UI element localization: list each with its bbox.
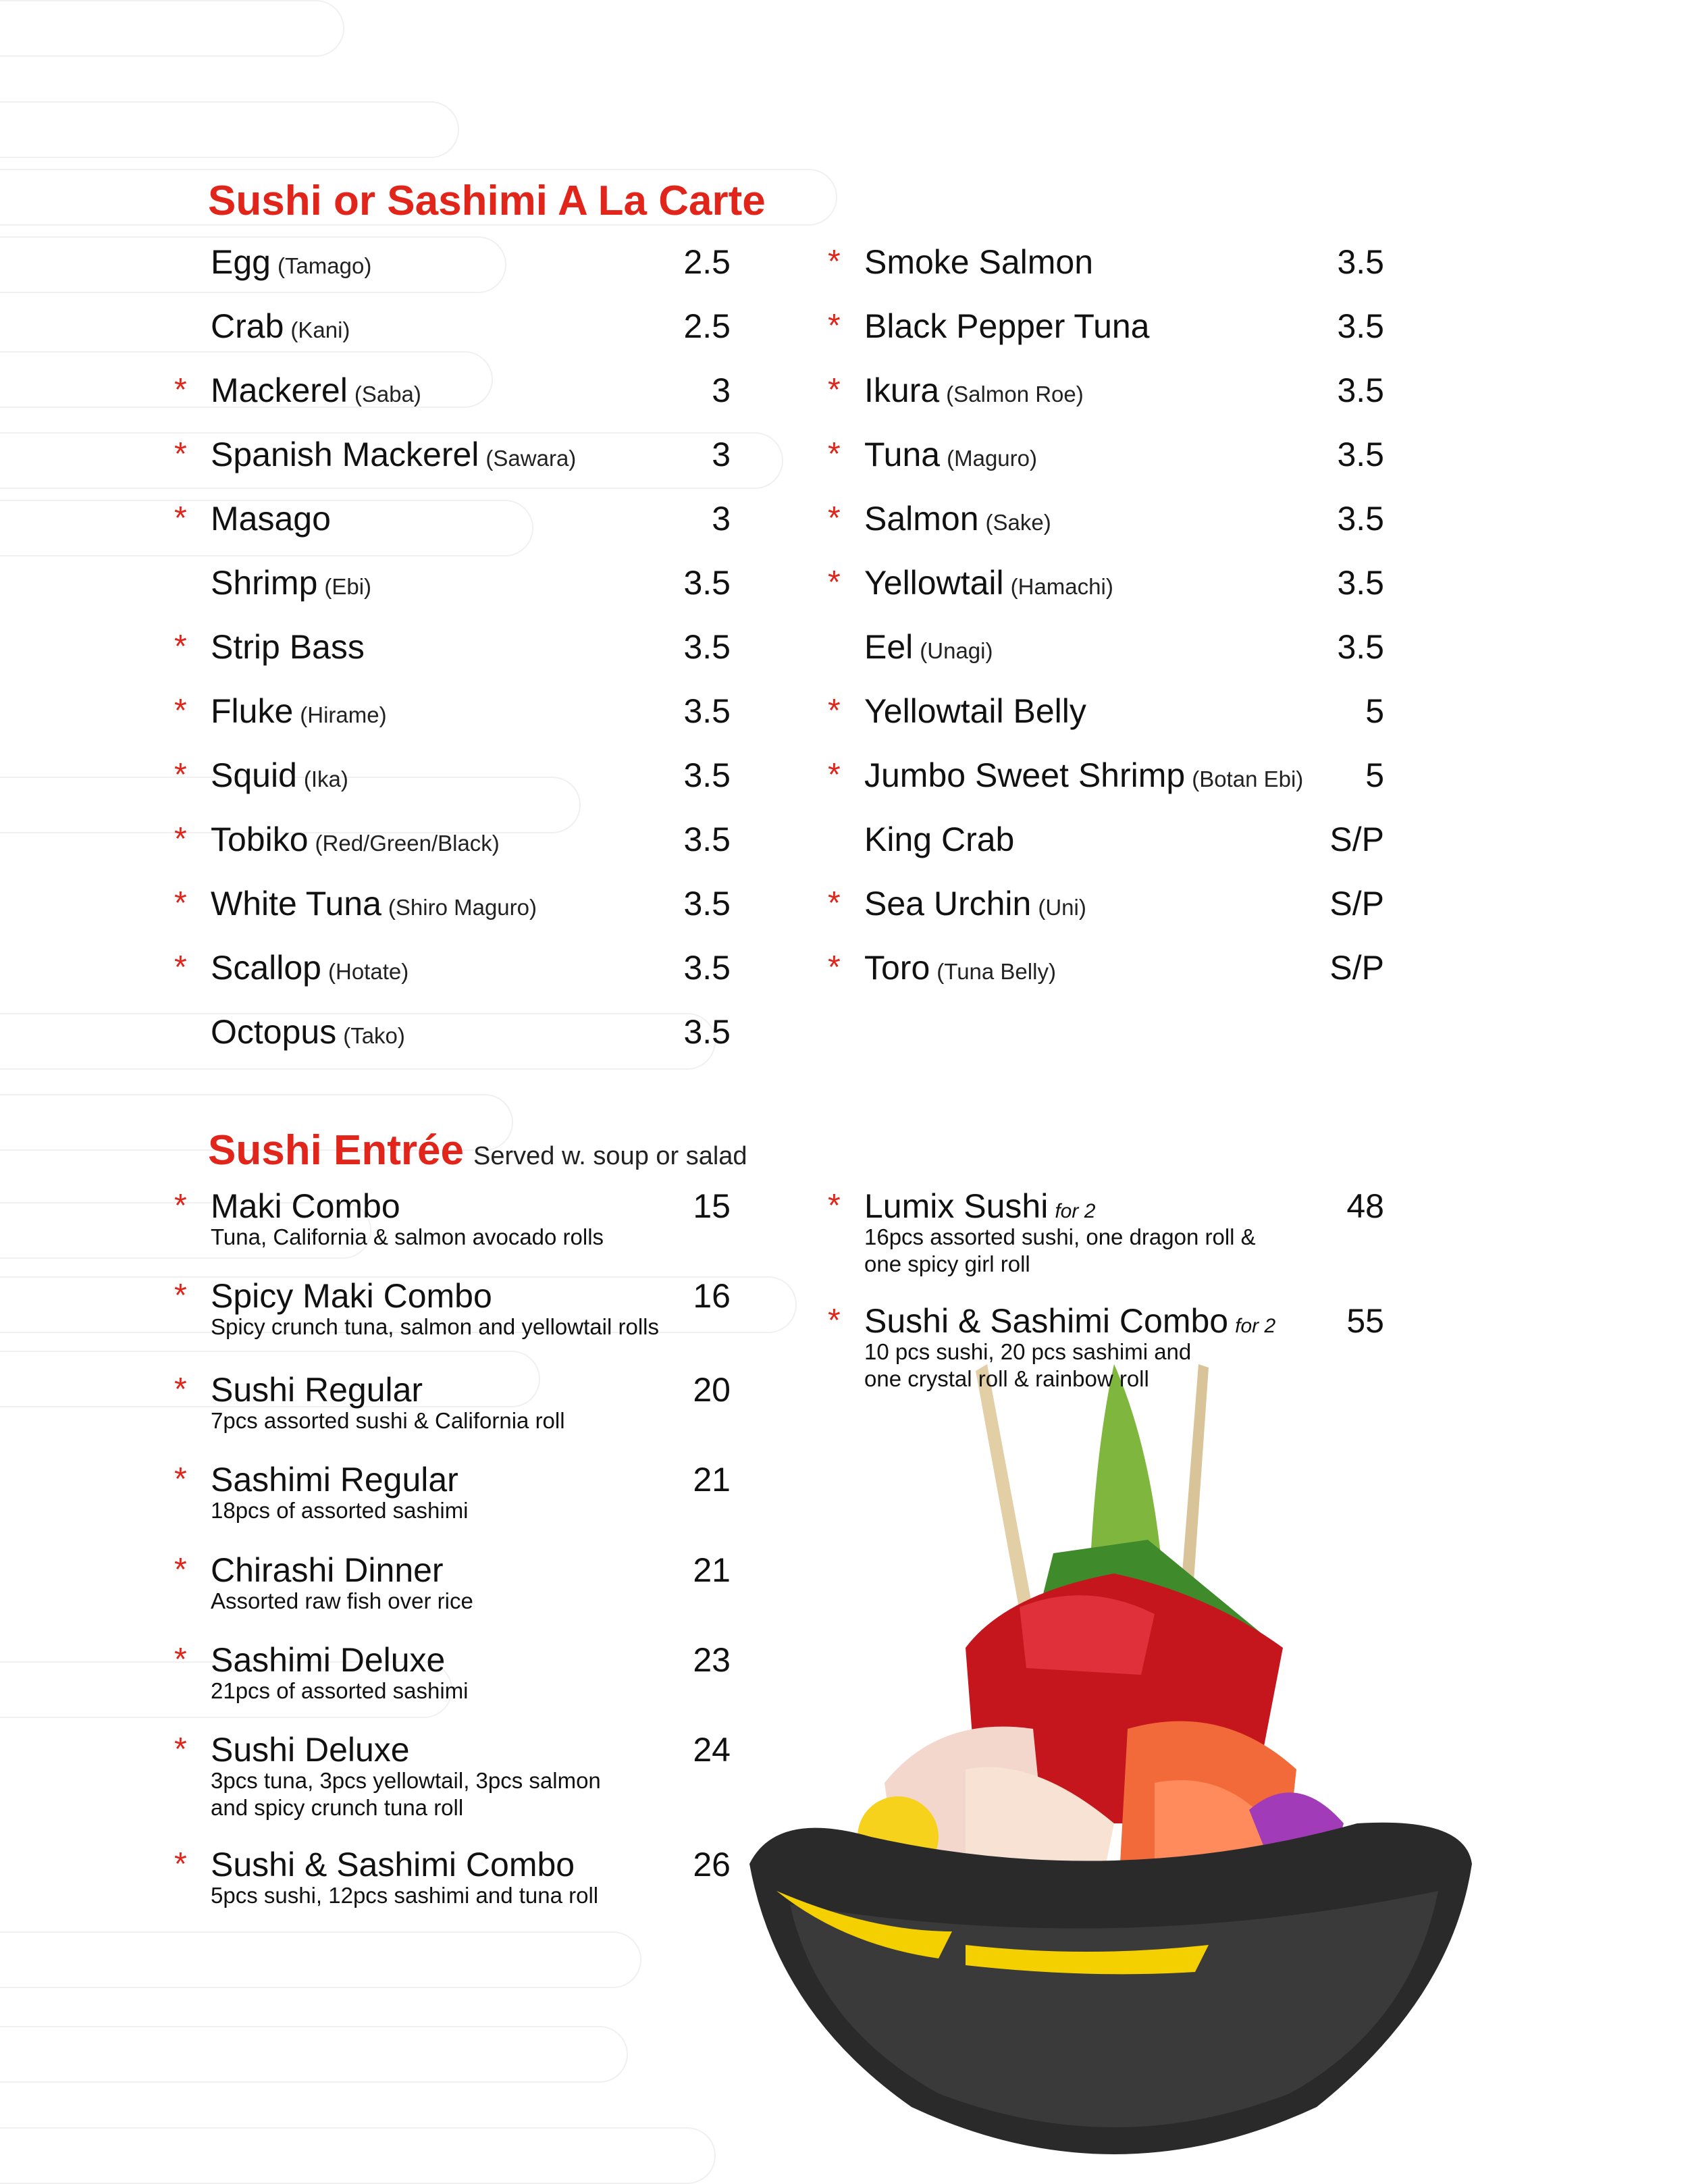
item-name-line	[864, 306, 1150, 346]
description-line: and spicy crunch tuna roll	[211, 1795, 464, 1820]
raw-marker-icon: *	[174, 693, 187, 729]
item-japanese-name: (Sawara)	[485, 446, 577, 471]
item-japanese-name: (Ika)	[303, 766, 348, 791]
item-name: Smoke Salmon	[864, 243, 1094, 281]
item-name-line	[211, 1550, 444, 1590]
raw-marker-icon: *	[828, 693, 841, 729]
item-price: 55	[1346, 1302, 1384, 1340]
menu-item	[174, 434, 731, 488]
raw-marker-icon: *	[828, 308, 841, 344]
raw-marker-icon: *	[174, 885, 187, 921]
menu-item	[828, 883, 1384, 937]
raw-marker-icon: *	[174, 950, 187, 985]
item-price: 3.5	[683, 821, 731, 858]
menu-item	[828, 755, 1384, 809]
raw-marker-icon: *	[174, 757, 187, 793]
item-price: 3.5	[1337, 371, 1384, 409]
item-name: Salmon	[864, 500, 979, 538]
item-name-line	[864, 819, 1014, 860]
item-japanese-name: (Uni)	[1038, 895, 1086, 920]
item-name: Crab	[211, 307, 284, 345]
item-japanese-name: (Kani)	[290, 317, 350, 342]
item-name: Sashimi Regular	[211, 1461, 458, 1499]
raw-marker-icon: *	[828, 1188, 841, 1224]
menu-item	[828, 627, 1384, 681]
menu-item	[174, 1640, 731, 1703]
item-name: Spicy Maki Combo	[211, 1277, 492, 1315]
item-name-line	[864, 947, 1056, 992]
item-name-line	[211, 1459, 458, 1500]
item-name-line	[211, 1276, 492, 1316]
raw-marker-icon: *	[174, 1642, 187, 1678]
raw-marker-icon: *	[174, 1732, 187, 1767]
raw-marker-icon: *	[828, 757, 841, 793]
raw-marker-icon: *	[174, 1372, 187, 1407]
item-name: Yellowtail	[864, 564, 1004, 602]
item-serving-note: for 2	[1235, 1315, 1276, 1337]
item-name-line	[864, 370, 1084, 415]
item-price: 3.5	[683, 692, 731, 730]
raw-marker-icon: *	[828, 885, 841, 921]
menu-item	[828, 306, 1384, 360]
item-name: Eel	[864, 628, 914, 666]
menu-item	[174, 947, 731, 1002]
item-japanese-name: (Tamago)	[277, 253, 372, 278]
menu-item	[828, 242, 1384, 296]
item-japanese-name: (Red/Green/Black)	[315, 831, 500, 856]
item-japanese-name: (Salmon Roe)	[946, 382, 1084, 407]
item-name: Tobiko	[211, 821, 309, 858]
item-name-line	[211, 691, 387, 735]
description-line: 5pcs sushi, 12pcs sashimi and tuna roll	[211, 1883, 599, 1908]
item-name-line	[211, 242, 371, 286]
item-name: Mackerel	[211, 371, 348, 409]
item-name-line	[211, 755, 348, 800]
item-price: 3.5	[683, 628, 731, 666]
item-price: S/P	[1329, 885, 1384, 922]
menu-item	[174, 1186, 731, 1249]
item-name-line	[864, 498, 1051, 543]
raw-marker-icon: *	[174, 821, 187, 857]
raw-marker-icon: *	[828, 500, 841, 536]
item-price: 3.5	[683, 756, 731, 794]
description-line: Spicy crunch tuna, salmon and yellowtail rolls	[211, 1314, 659, 1339]
item-price: 3.5	[683, 949, 731, 987]
menu-item	[828, 563, 1384, 617]
menu-item	[828, 691, 1384, 745]
raw-marker-icon: *	[828, 436, 841, 472]
item-price: 3.5	[1337, 307, 1384, 345]
item-name: Jumbo Sweet Shrimp	[864, 756, 1186, 794]
description-line: 10 pcs sushi, 20 pcs sashimi and	[864, 1339, 1192, 1364]
item-japanese-name: (Unagi)	[920, 638, 993, 663]
item-name-line	[211, 434, 576, 479]
item-name: Scallop	[211, 949, 321, 987]
item-name-line	[864, 691, 1086, 731]
menu-item	[174, 306, 731, 360]
item-price: 21	[693, 1461, 731, 1499]
item-name-line	[211, 1012, 405, 1056]
raw-marker-icon: *	[174, 1188, 187, 1224]
raw-marker-icon: *	[828, 950, 841, 985]
item-name: Chirashi Dinner	[211, 1551, 444, 1589]
item-name: Shrimp	[211, 564, 318, 602]
menu-item	[174, 498, 731, 552]
item-name: Toro	[864, 949, 930, 987]
item-name: Sea Urchin	[864, 885, 1032, 922]
raw-marker-icon: *	[828, 565, 841, 600]
item-japanese-name: (Botan Ebi)	[1192, 766, 1304, 791]
item-name-line	[211, 1370, 423, 1410]
item-japanese-name: (Hamachi)	[1010, 574, 1113, 599]
item-price: 3.5	[683, 564, 731, 602]
menu-item	[174, 242, 731, 296]
item-name: Ikura	[864, 371, 940, 409]
menu-item	[174, 819, 731, 873]
item-name: White Tuna	[211, 885, 381, 922]
menu-item	[828, 498, 1384, 552]
item-description	[864, 1224, 1256, 1278]
item-name-line	[211, 947, 408, 992]
item-name-line	[211, 498, 331, 539]
item-price: 3.5	[1337, 564, 1384, 602]
item-name: Sushi Deluxe	[211, 1731, 410, 1769]
item-name-line	[864, 755, 1303, 800]
item-price: 3	[712, 371, 731, 409]
raw-marker-icon: *	[174, 1846, 187, 1882]
item-name: Squid	[211, 756, 297, 794]
item-price: 5	[1365, 692, 1384, 730]
alacarte-title: Sushi or Sashimi A La Carte	[208, 178, 766, 224]
item-japanese-name: (Tuna Belly)	[937, 959, 1056, 984]
item-name-line	[211, 306, 350, 350]
item-name: Maki Combo	[211, 1187, 400, 1225]
raw-marker-icon: *	[174, 1278, 187, 1314]
item-price: 24	[693, 1731, 731, 1769]
item-description	[211, 1407, 565, 1434]
item-japanese-name: (Sake)	[985, 510, 1051, 535]
description-line: 21pcs of assorted sashimi	[211, 1678, 469, 1703]
description-line: one crystal roll & rainbow roll	[864, 1366, 1149, 1391]
menu-item	[174, 755, 731, 809]
menu-item	[828, 1301, 1384, 1391]
raw-marker-icon: *	[174, 500, 187, 536]
item-price: 3.5	[1337, 243, 1384, 281]
item-serving-note: for 2	[1055, 1200, 1096, 1222]
raw-marker-icon: *	[828, 372, 841, 408]
item-name: Octopus	[211, 1013, 337, 1051]
raw-marker-icon: *	[828, 1303, 841, 1338]
description-line: 18pcs of assorted sashimi	[211, 1498, 469, 1523]
item-japanese-name: (Maguro)	[947, 446, 1037, 471]
item-description	[211, 1588, 473, 1615]
entree-title: Sushi Entrée	[208, 1127, 464, 1174]
menu-item	[828, 819, 1384, 873]
item-price: 21	[693, 1551, 731, 1589]
menu-item	[828, 1186, 1384, 1276]
item-name-line	[864, 563, 1113, 607]
item-name-line	[211, 1640, 445, 1680]
item-japanese-name: (Hotate)	[328, 959, 409, 984]
item-name: Tuna	[864, 436, 941, 473]
item-name: Sushi & Sashimi Combo	[864, 1302, 1229, 1340]
item-price: 3.5	[683, 1013, 731, 1051]
item-price: 3.5	[683, 885, 731, 922]
item-description	[211, 1497, 469, 1524]
item-name: Spanish Mackerel	[211, 436, 479, 473]
item-description	[211, 1224, 604, 1251]
item-name-line	[864, 627, 993, 671]
item-name-line	[211, 1730, 410, 1770]
description-line: Assorted raw fish over rice	[211, 1588, 473, 1613]
item-name-line	[211, 1844, 575, 1885]
entree-title-block	[208, 1126, 747, 1174]
item-name: Sushi & Sashimi Combo	[211, 1846, 575, 1883]
description-line: 3pcs tuna, 3pcs yellowtail, 3pcs salmon	[211, 1768, 601, 1793]
menu-item	[828, 370, 1384, 424]
menu-item	[174, 1730, 731, 1820]
raw-marker-icon: *	[174, 629, 187, 665]
item-name: King Crab	[864, 821, 1015, 858]
item-name: Yellowtail Belly	[864, 692, 1086, 730]
item-price: 3.5	[1337, 500, 1384, 538]
menu-item	[174, 1550, 731, 1613]
menu-item	[174, 1276, 731, 1339]
item-name-line	[211, 819, 500, 864]
entree-subtitle: Served w. soup or salad	[473, 1142, 747, 1170]
item-name: Masago	[211, 500, 331, 538]
item-name-line	[211, 563, 371, 607]
item-name-line	[864, 883, 1086, 928]
item-price: S/P	[1329, 949, 1384, 987]
item-price: 16	[693, 1277, 731, 1315]
menu-item	[174, 1370, 731, 1433]
item-name-line	[211, 370, 421, 415]
item-price: 3.5	[1337, 628, 1384, 666]
item-name-line	[211, 627, 365, 667]
item-description	[864, 1338, 1191, 1393]
menu-item	[174, 1012, 731, 1066]
menu-item	[174, 691, 731, 745]
menu-item	[174, 1459, 731, 1523]
item-japanese-name: (Hirame)	[300, 702, 387, 727]
item-name-line	[211, 883, 537, 928]
item-price: 2.5	[683, 307, 731, 345]
item-price: 48	[1346, 1187, 1384, 1225]
item-name: Sushi Regular	[211, 1371, 423, 1409]
item-price: 2.5	[683, 243, 731, 281]
item-price: 26	[693, 1846, 731, 1883]
item-name: Sashimi Deluxe	[211, 1641, 446, 1679]
item-description	[211, 1882, 598, 1909]
item-name-line	[864, 434, 1037, 479]
description-line: 16pcs assorted sushi, one dragon roll &	[864, 1224, 1256, 1249]
sashimi-bowl-photo	[736, 1351, 1492, 2175]
item-price: 3	[712, 436, 731, 473]
item-name: Fluke	[211, 692, 294, 730]
menu-item	[174, 563, 731, 617]
raw-marker-icon: *	[174, 1552, 187, 1588]
menu-item	[174, 1844, 731, 1908]
item-name-line	[864, 242, 1093, 282]
item-japanese-name: (Shiro Maguro)	[388, 895, 537, 920]
menu-item	[174, 627, 731, 681]
item-name: Egg	[211, 243, 271, 281]
item-name: Strip Bass	[211, 628, 365, 666]
menu-item	[174, 883, 731, 937]
description-line: one spicy girl roll	[864, 1251, 1030, 1276]
item-price: 3.5	[1337, 436, 1384, 473]
raw-marker-icon: *	[828, 244, 841, 280]
item-price: 20	[693, 1371, 731, 1409]
description-line: 7pcs assorted sushi & California roll	[211, 1408, 565, 1433]
raw-marker-icon: *	[174, 436, 187, 472]
raw-marker-icon: *	[174, 1461, 187, 1497]
item-description	[211, 1314, 659, 1341]
item-name: Lumix Sushi	[864, 1187, 1049, 1225]
item-name-line	[211, 1186, 400, 1226]
item-price: S/P	[1329, 821, 1384, 858]
item-japanese-name: (Tako)	[343, 1023, 405, 1048]
menu-item	[828, 947, 1384, 1002]
item-price: 15	[693, 1187, 731, 1225]
raw-marker-icon: *	[174, 372, 187, 408]
item-description	[211, 1767, 601, 1821]
item-description	[211, 1678, 469, 1705]
menu-item	[174, 370, 731, 424]
item-price: 3	[712, 500, 731, 538]
menu-item	[828, 434, 1384, 488]
item-name: Black Pepper Tuna	[864, 307, 1150, 345]
item-price: 5	[1365, 756, 1384, 794]
item-japanese-name: (Saba)	[354, 382, 421, 407]
item-price: 23	[693, 1641, 731, 1679]
item-japanese-name: (Ebi)	[324, 574, 372, 599]
description-line: Tuna, California & salmon avocado rolls	[211, 1224, 604, 1249]
